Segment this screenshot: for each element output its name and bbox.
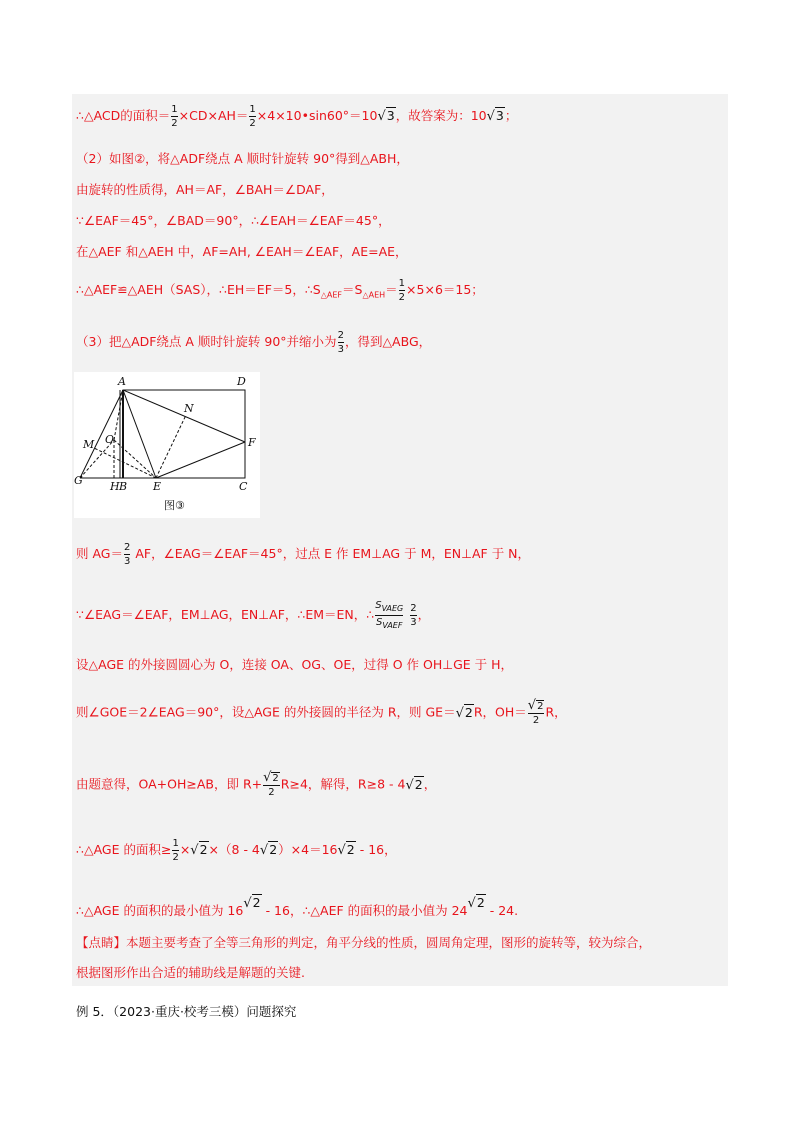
sqrt-2: √2 xyxy=(190,842,208,858)
text: 则∠GOE＝2∠EAG＝90°，设△AGE 的外接圆的半径为 R，则 GE＝ xyxy=(76,704,456,720)
fraction-two-thirds: $\frac{2}{3}$ xyxy=(124,542,131,567)
area-ratio-fraction: $\frac{S_{VAEG}}{S_{VAEF}}$ xyxy=(375,600,404,630)
text: ×5×6＝15； xyxy=(406,282,484,297)
text: （3）把△ADF绕点 A 顺时针旋转 90°并缩小为 xyxy=(76,334,337,349)
fraction-half: $\frac{1}{2}$ xyxy=(171,104,178,129)
note-line-1: 【点睛】本题主要考查了全等三角形的判定，角平分线的性质，圆周角定理，图形的旋转等，较为综合， xyxy=(76,935,652,950)
label-A: A xyxy=(118,375,126,388)
text: ，得到△ABG， xyxy=(344,334,432,349)
solution-line-3: 由旋转的性质得，AH＝AF，∠BAH＝∠DAF， xyxy=(76,182,334,197)
text: ∴△AGE 的面积≥ xyxy=(76,842,172,857)
sqrt-3: √3 xyxy=(486,108,504,124)
text: 则 AG＝ xyxy=(76,546,123,561)
text: ）×4＝16 xyxy=(278,842,338,857)
solution-line-13 xyxy=(76,838,397,863)
solution-line-9 xyxy=(76,600,430,631)
geometry-figure-3 xyxy=(74,372,260,518)
text: R≥4，解得，R≥8 - 4 xyxy=(280,776,406,792)
solution-line-1 xyxy=(76,104,517,129)
solution-line-10: 设△AGE 的外接圆圆心为 O，连接 OA、OG、OE，过得 O 作 OH⊥GE 于 H， xyxy=(76,657,514,672)
fraction-half: $\frac{1}{2}$ xyxy=(398,278,406,303)
text: ， xyxy=(417,607,431,622)
text: ， xyxy=(423,776,437,792)
text: AF，∠EAG＝∠EAF＝45°，过点 E 作 EM⊥AG 于 M，EN⊥AF 于 N， xyxy=(131,546,531,561)
text: ∴△AGE 的面积的最小值为 16 xyxy=(76,903,244,918)
solution-line-2: （2）如图②，将△ADF绕点 A 顺时针旋转 90°得到△ABH， xyxy=(76,151,409,166)
text: × xyxy=(179,842,191,857)
subscript: △AEF xyxy=(320,290,343,300)
text: R，OH＝ xyxy=(473,704,527,720)
figure-caption: 图③ xyxy=(164,499,185,512)
fraction-sqrt2-over-2: $\frac{√2}{2}$ xyxy=(263,770,279,798)
fraction-half: $\frac{1}{2}$ xyxy=(249,104,256,129)
sqrt-2: √2 xyxy=(259,842,278,858)
solution-line-7 xyxy=(76,330,431,355)
sqrt-2: √2 xyxy=(467,895,485,911)
label-F: F xyxy=(248,436,256,449)
label-H: H xyxy=(110,480,120,493)
solution-line-8 xyxy=(76,542,530,567)
label-D: D xyxy=(237,375,246,388)
label-C: C xyxy=(239,480,248,493)
text: - 24. xyxy=(485,903,519,918)
text: - 16， xyxy=(355,842,397,857)
label-N: N xyxy=(184,402,194,415)
text: ×CD×AH＝ xyxy=(178,108,249,123)
sqrt-2: √2 xyxy=(405,776,423,793)
sqrt-2: √2 xyxy=(243,895,261,911)
solution-line-6 xyxy=(76,278,484,305)
text: R， xyxy=(545,704,567,720)
solution-line-5: 在△AEF 和△AEH 中，AF=AH, ∠EAH＝∠EAF，AE=AE， xyxy=(76,244,408,259)
label-M: M xyxy=(83,438,95,451)
solution-line-11 xyxy=(76,700,567,726)
text: ×（8 - 4 xyxy=(208,842,260,857)
example-heading: 例 5．（2023·重庆·校考三模）问题探究 xyxy=(76,1004,297,1019)
fraction-two-thirds: $\frac{2}{3}$ xyxy=(337,330,344,355)
label-O: O xyxy=(105,433,115,446)
text: ＝S xyxy=(342,282,363,297)
sqrt-3: √3 xyxy=(377,108,395,124)
subscript: △AEH xyxy=(362,290,386,300)
label-E: E xyxy=(153,480,162,493)
text: ∴△AEF≌△AEH（SAS），∴EH＝EF＝5，∴S xyxy=(76,282,321,297)
sqrt-2: √2 xyxy=(337,842,355,858)
fraction-sqrt2-over-2: $\frac{√2}{2}$ xyxy=(527,698,544,726)
text: ∴△ACD的面积＝ xyxy=(76,108,171,123)
figure-svg xyxy=(74,372,260,518)
text: ∵∠EAG＝∠EAF，EM⊥AG，EN⊥AF，∴EM＝EN，∴ xyxy=(76,607,375,622)
fraction-two-thirds: $\frac{2}{3}$ xyxy=(410,603,417,628)
text: ，故答案为：10 xyxy=(395,108,487,123)
text: 由题意得，OA+OH≥AB，即 R+ xyxy=(76,776,263,792)
text: ； xyxy=(504,108,518,123)
note-line-2: 根据图形作出合适的辅助线是解题的关键. xyxy=(76,965,305,980)
text: - 16，∴△AEF 的面积的最小值为 24 xyxy=(261,903,468,918)
sqrt-2: √2 xyxy=(455,704,473,721)
label-G: G xyxy=(74,474,83,487)
solution-line-12 xyxy=(76,772,436,798)
text: ×4×10•sin60°＝10 xyxy=(256,108,378,123)
solution-line-14 xyxy=(76,894,518,920)
solution-line-4: ∵∠EAF＝45°，∠BAD＝90°，∴∠EAH＝∠EAF＝45°， xyxy=(76,213,391,228)
text: ＝ xyxy=(385,282,398,297)
label-B: B xyxy=(119,480,128,493)
fraction-half: $\frac{1}{2}$ xyxy=(172,838,179,863)
